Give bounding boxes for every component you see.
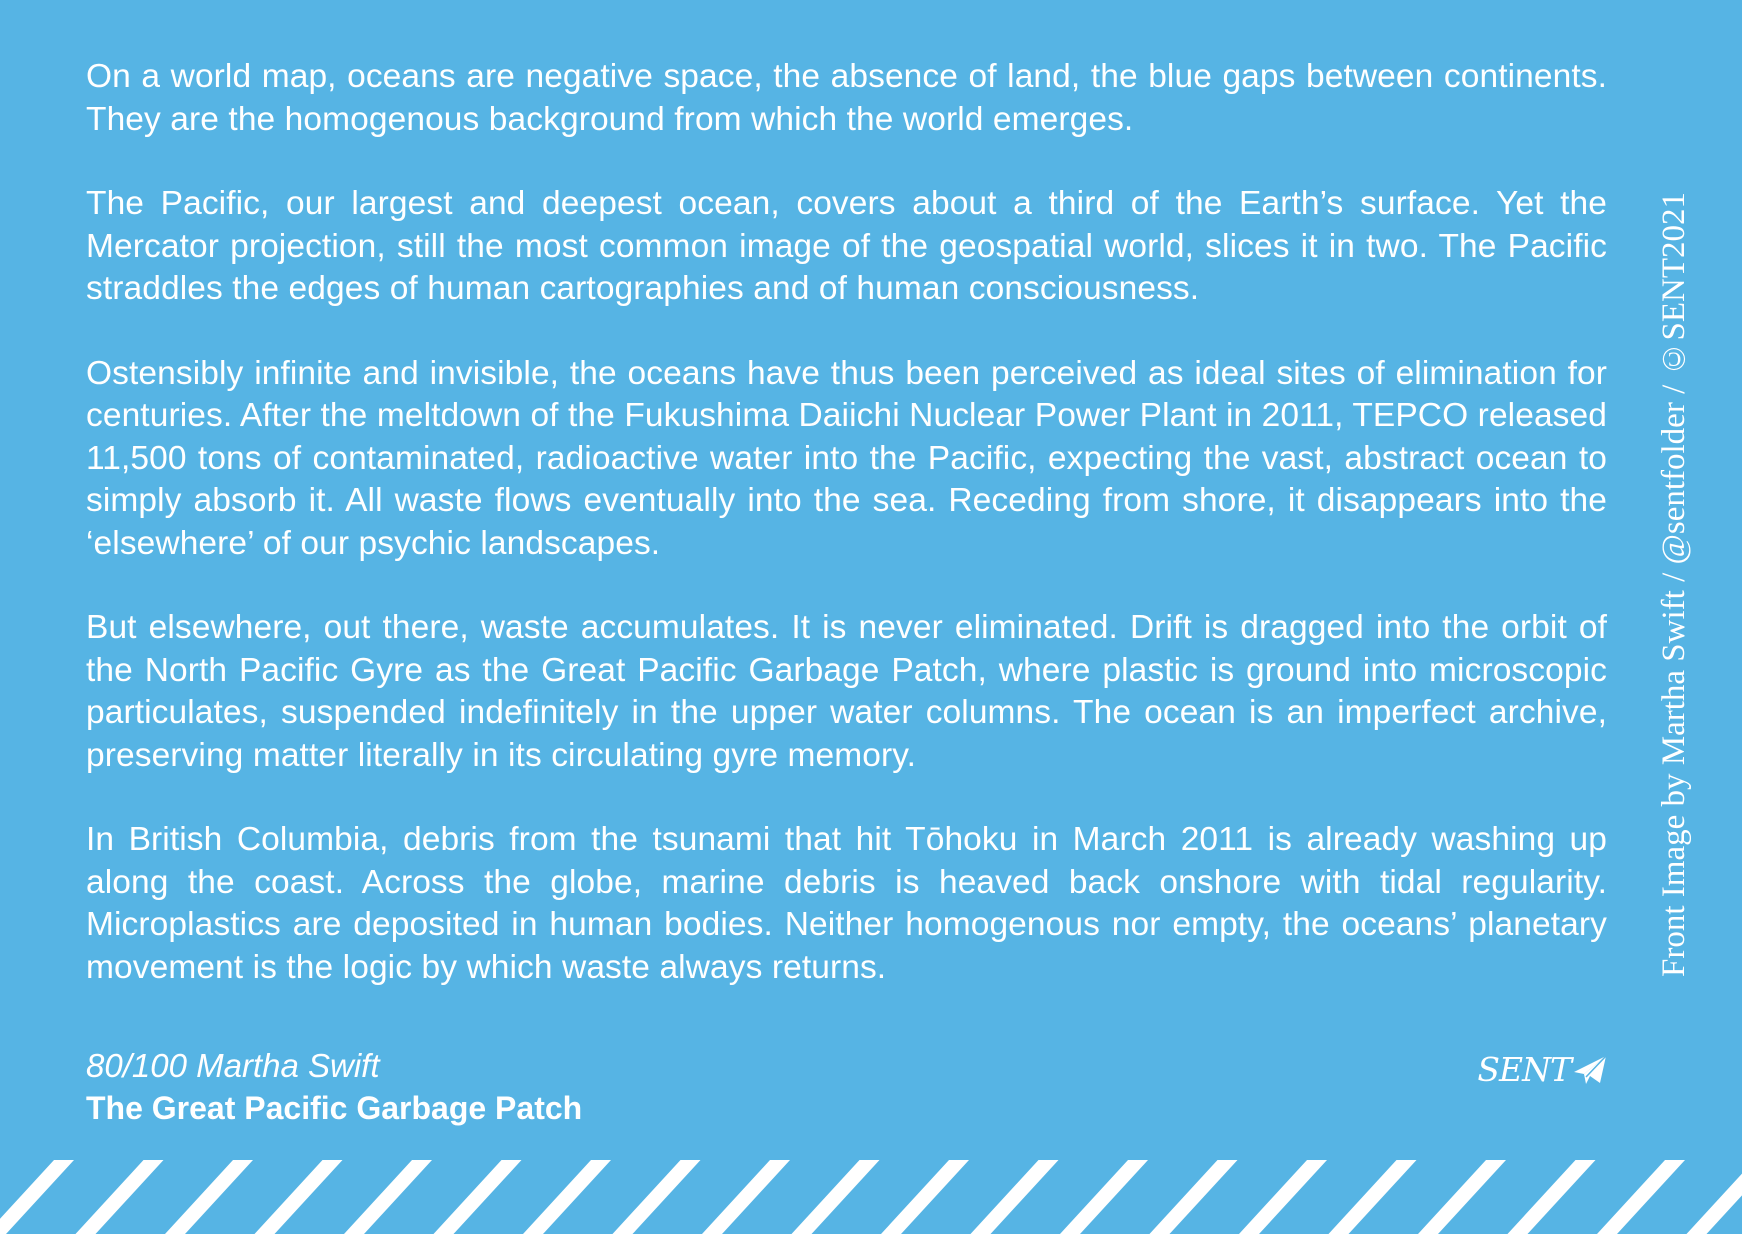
stripe xyxy=(1239,1160,1327,1234)
stripe xyxy=(881,1160,969,1234)
stripe xyxy=(76,1160,164,1234)
image-credit: Front Image by Martha Swift / @sentfolder / ©SENT2021 xyxy=(1656,191,1692,977)
essay-body xyxy=(86,56,1607,1031)
stripe xyxy=(344,1160,432,1234)
edition-number: 80/100 Martha Swift xyxy=(86,1047,380,1084)
stripe xyxy=(1508,1160,1596,1234)
logo-wordmark: SENT xyxy=(1477,1050,1571,1089)
footer-caption xyxy=(86,1046,582,1128)
side-credit xyxy=(1652,191,1696,977)
stripe xyxy=(702,1160,790,1234)
essay-paragraph-2: The Pacific, our largest and deepest ocean, covers about a third of the Earth’s surface. Yet the Mercator projection, still the most common image of the geospatial world, slices it in two. The Pacific straddles the edges of human cartographies and of human consciousness. xyxy=(86,185,1607,307)
stripe xyxy=(1150,1160,1238,1234)
stripe xyxy=(255,1160,343,1234)
stripe xyxy=(971,1160,1059,1234)
stripe xyxy=(613,1160,701,1234)
artwork-title: The Great Pacific Garbage Patch xyxy=(86,1090,583,1126)
essay-paragraph-5: In British Columbia, debris from the tsunami that hit Tōhoku in March 2011 is already washing up along the coast. Across the globe, marine debris is heaved back onshore with tidal regularity. Microplastics are deposited in human bodies. Neither homogenous nor empty, the oceans’ planetary movement is the logic by which waste always returns. xyxy=(86,821,1607,986)
stripe xyxy=(1597,1160,1685,1234)
stripe xyxy=(0,1160,74,1234)
stripe xyxy=(1687,1160,1742,1234)
stripe xyxy=(1329,1160,1417,1234)
stripe xyxy=(434,1160,522,1234)
diagonal-stripe-border xyxy=(0,1160,1742,1234)
sent-logo xyxy=(1477,1050,1607,1090)
essay-paragraph-3: Ostensibly infinite and invisible, the oceans have thus been perceived as ideal sites of elimination for centuries. After the meltdown of the Fukushima Daiichi Nuclear Power Plant in 2011, TEPCO released 11,500 tons of contaminated, radioactive water into the Pacific, expecting the vast, abstract ocean to simply absorb it. All waste flows eventually into the sea. Receding from shore, it disappears into the ‘elsewhere’ of our psychic landscapes. xyxy=(86,354,1607,562)
essay-paragraph-4: But elsewhere, out there, waste accumulates. It is never eliminated. Drift is dragged into the orbit of the North Pacific Gyre as the Great Pacific Garbage Patch, where plastic is ground into microscopic particulates, suspended indefinitely in the upper water columns. The ocean is an imperfect archive, preserving matter literally in its circulating gyre memory. xyxy=(86,609,1607,774)
stripe xyxy=(523,1160,611,1234)
stripe xyxy=(1418,1160,1506,1234)
stripe xyxy=(792,1160,880,1234)
paper-plane-icon xyxy=(1573,1055,1607,1085)
essay-paragraph-1: On a world map, oceans are negative space, the absence of land, the blue gaps between continents. They are the homogenous background from which the world emerges. xyxy=(86,58,1607,138)
stripe xyxy=(1060,1160,1148,1234)
stripe xyxy=(165,1160,253,1234)
